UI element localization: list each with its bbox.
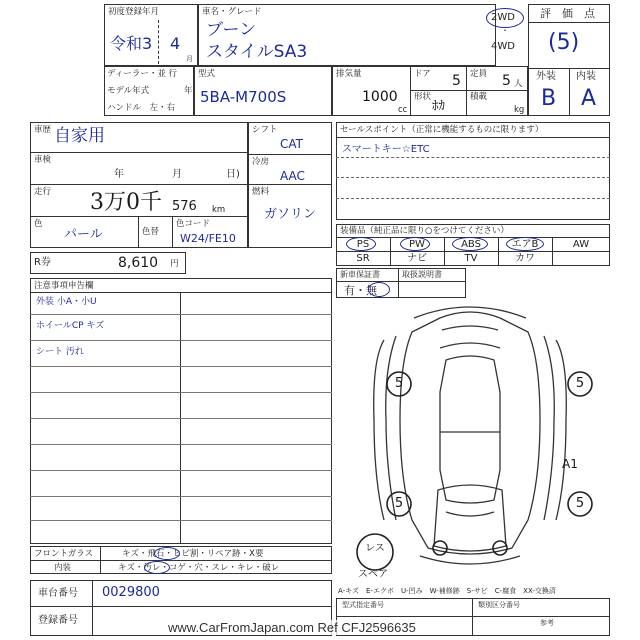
pw-circle	[400, 237, 430, 251]
equip-aw: AW	[572, 239, 590, 250]
interior-circle	[144, 561, 170, 574]
spare-mark: レス	[365, 543, 385, 554]
notes-rule8	[30, 496, 332, 497]
color-code: W24/FE10	[180, 232, 236, 245]
equip-abs: ABS	[461, 239, 481, 250]
reg-number-label: 登録番号	[38, 615, 78, 626]
notes-box	[30, 278, 332, 544]
capacity: 5	[502, 73, 511, 89]
sales-text: スマートキー☆ETC	[342, 144, 430, 155]
ac-label: 冷房	[252, 157, 270, 167]
displacement: 1000	[362, 89, 398, 105]
tire-left-front: 5	[394, 376, 404, 391]
insp-month: 月	[172, 169, 182, 180]
insp-day: 日)	[226, 169, 240, 180]
equip-leather: カワ	[515, 253, 535, 264]
ref-label-2: 類別区分番号	[478, 601, 520, 609]
notes-title: 注意事項申告欄	[34, 281, 94, 291]
reg-label: 初度登録年月	[108, 7, 160, 17]
notes-rule9	[30, 520, 332, 521]
grade-score: (5)	[548, 30, 580, 55]
equip-ps: PS	[356, 239, 370, 250]
ps-circle	[346, 237, 376, 251]
interior-label: 内装	[576, 71, 596, 82]
mileage-hw: 3万0千	[90, 190, 162, 215]
mech-h2	[248, 184, 332, 185]
airbag-circle	[506, 237, 544, 251]
doors: 5	[452, 73, 461, 89]
yen-unit: 円	[170, 259, 179, 269]
recycle-label: R券	[34, 257, 51, 268]
sales-h	[336, 137, 610, 138]
windshield-opts: キズ・飛石・ヒビ割・リペア跡・X要	[122, 549, 264, 559]
glass-h	[30, 560, 332, 561]
drive-2wd: 2WD	[491, 12, 515, 23]
cc-unit: cc	[398, 105, 408, 115]
mileage-label: 走行	[34, 187, 52, 197]
insp-year: 年	[114, 169, 124, 180]
spec-v1	[410, 66, 411, 116]
warranty-circle	[368, 282, 390, 297]
notes-rule4	[30, 392, 332, 393]
spec-h	[410, 90, 528, 91]
note-line-3: シート 汚れ	[36, 347, 84, 357]
notes-rule6	[30, 444, 332, 445]
year-unit: 年	[184, 86, 193, 96]
capacity-unit: 人	[514, 79, 523, 89]
spare-label: スペア	[358, 569, 388, 580]
exterior-grade: B	[541, 86, 557, 111]
drive-4wd: 4WD	[491, 41, 515, 52]
sales-title: セールスポイント（正常に機能するものに限ります）	[340, 125, 544, 135]
warranty-value: 有・無	[344, 284, 377, 297]
fuel: ガソリン	[264, 207, 317, 222]
damage-legend: A-キズ E-エクボ U-凹み W-補修跡 S-サビ C-腐食 XX-交換済	[338, 587, 556, 595]
windshield-label: フロントガラス	[34, 549, 93, 559]
notes-h0	[30, 292, 332, 293]
tire-right-rear: 5	[575, 496, 585, 511]
handle-label: ハンドル 左・右	[107, 103, 176, 113]
inspection-label: 車検	[34, 155, 52, 165]
windshield-circle	[154, 547, 180, 560]
shape-label: 形状	[414, 92, 432, 102]
mech-h1	[248, 154, 332, 155]
exterior-label: 外装	[536, 71, 556, 82]
abs-circle	[452, 237, 488, 251]
interior-label-row: 内装	[54, 563, 72, 573]
history: 自家用	[54, 126, 105, 146]
det-h3	[30, 216, 248, 217]
spec-v2	[466, 66, 467, 116]
drive-dot: ・	[501, 26, 509, 35]
ref-v	[472, 598, 473, 636]
dealer-label: ディーラー・並 行	[107, 69, 178, 79]
load-label: 積載	[470, 92, 488, 102]
month-unit: 月	[186, 55, 193, 63]
det-v1	[138, 216, 139, 248]
note-line-1: 外装 小A・小U	[36, 297, 97, 307]
car-name: ブーン	[206, 20, 257, 40]
warranty-title: 新車保証書	[340, 270, 380, 279]
equip-navi: ナビ	[407, 253, 427, 264]
capacity-label: 定員	[470, 69, 488, 79]
ref-label-1: 型式指定番号	[342, 601, 384, 609]
recycle: 8,610	[118, 255, 159, 271]
mileage-fine: 576	[172, 199, 197, 214]
model-code: 5BA-M700S	[200, 88, 287, 106]
history-label: 車歴	[34, 125, 52, 135]
color-code-label: 色コード	[176, 219, 211, 229]
carname-label: 車名・グレード	[202, 7, 262, 17]
shift: CAT	[280, 137, 303, 151]
car-grade: スタイルSA3	[206, 42, 308, 62]
grade-label: 評 価 点	[540, 7, 595, 20]
chassis-number: 0029800	[102, 585, 160, 600]
tire-right-front: 5	[575, 376, 585, 391]
chassis-h	[30, 606, 332, 607]
shape: ﾎｶ	[432, 99, 445, 114]
tire-left-rear: 5	[394, 496, 404, 511]
sales-dash1	[336, 157, 610, 158]
damage-a1: A1	[562, 457, 578, 471]
reg-divider	[158, 20, 159, 64]
glass-v	[100, 546, 101, 574]
interior-grade: A	[581, 86, 597, 111]
color: パール	[64, 227, 103, 242]
chassis-v	[92, 580, 93, 636]
kg-unit: kg	[514, 105, 525, 115]
grade-sep	[528, 22, 610, 23]
warranty-v	[398, 268, 399, 298]
warranty-title2: 取扱説明書	[402, 270, 442, 279]
warranty-h	[336, 281, 466, 282]
equip-h2	[336, 251, 610, 252]
watermark: www.CarFromJapan.com Ref CFJ2596635	[168, 620, 416, 635]
equip-sr: SR	[356, 253, 370, 264]
note-line-2: ホイールCP キズ	[36, 321, 105, 331]
sales-dash2	[336, 177, 610, 178]
ref-h	[336, 616, 610, 617]
notes-rule2	[30, 340, 332, 341]
equipment-title: 装備品（純正品に限り○をつけてください）	[340, 226, 509, 236]
equip-airbag: エアB	[511, 239, 539, 250]
ac: AAC	[280, 169, 305, 183]
displacement-label: 排気量	[336, 69, 362, 79]
equip-tv: TV	[464, 253, 478, 264]
det-v2	[172, 216, 173, 248]
reg-month: 4	[170, 34, 181, 53]
fuel-label: 燃料	[252, 187, 270, 197]
grade-vsep	[569, 68, 570, 116]
model-year-label: モデル年式	[107, 86, 150, 96]
reg-era: 令和3	[110, 34, 153, 53]
notes-rule7	[30, 470, 332, 471]
recycle-box	[30, 252, 186, 274]
km-unit: km	[212, 205, 226, 215]
sales-dash3	[336, 198, 610, 199]
notes-rule1	[30, 314, 332, 315]
interior-opts: キズ・汚レ・コゲ・穴・スレ・キレ・破レ	[118, 563, 280, 573]
notes-rule3	[30, 366, 332, 367]
color-label: 色	[34, 219, 43, 229]
door-label: ドア	[414, 69, 431, 79]
bikou-label: 参考	[540, 619, 554, 627]
color-change-label: 色替	[142, 227, 160, 237]
shift-label: シフト	[252, 125, 278, 135]
equip-pw: PW	[409, 239, 425, 250]
chassis-label: 車台番号	[38, 588, 78, 599]
det-h2	[30, 184, 248, 185]
notes-rule5	[30, 418, 332, 419]
det-h1	[30, 152, 248, 153]
type-label: 型式	[198, 69, 216, 79]
